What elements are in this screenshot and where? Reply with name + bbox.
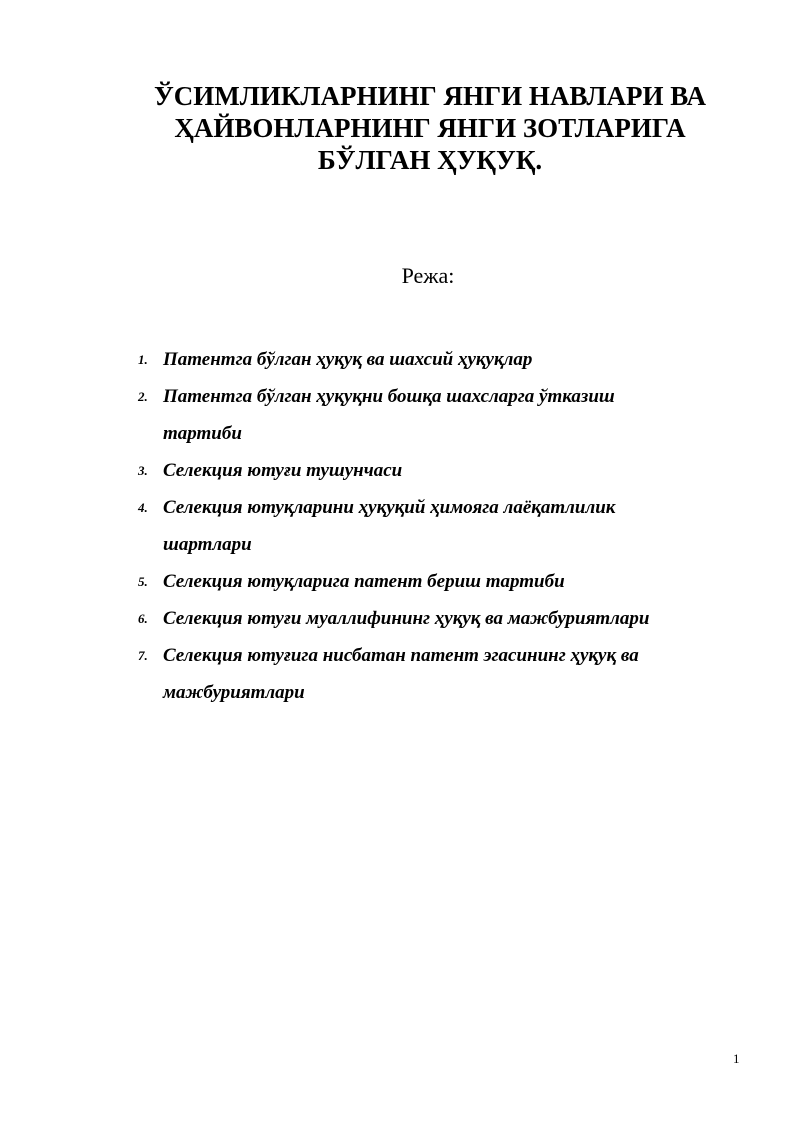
- plan-heading: Режа:: [401, 263, 455, 288]
- plan-item-2: [132, 378, 732, 452]
- plan-item-number: 2.: [138, 389, 148, 404]
- title-line: ЎСИМЛИКЛАРНИНГ ЯНГИ НАВЛАРИ ВА: [153, 81, 707, 111]
- plan-item-1: [132, 341, 732, 378]
- plan-item-text: Селекция ютуғига нисбатан патент эгасининг ҳуқуқ ва: [163, 645, 639, 666]
- plan-list: [132, 341, 732, 711]
- title-line: БЎЛГАН ҲУҚУҚ.: [317, 145, 543, 175]
- plan-item-number: 7.: [138, 648, 148, 663]
- plan-item-number: 5.: [138, 574, 148, 589]
- plan-item-text: мажбуриятлари: [163, 682, 305, 703]
- plan-item-3: [132, 452, 732, 489]
- plan-item-number: 3.: [138, 463, 148, 478]
- document-title: [100, 80, 760, 176]
- plan-item-number: 4.: [138, 500, 148, 515]
- plan-item-text: Селекция ютуқларига патент бериш тартиби: [163, 571, 565, 592]
- plan-item-6: [132, 600, 732, 637]
- page-number: 1: [733, 1051, 740, 1066]
- plan-item-text: шартлари: [163, 534, 252, 555]
- plan-item-text: Патентга бўлган ҳуқуқ ва шахсий ҳуқуқлар: [163, 349, 533, 370]
- plan-item-number: 6.: [138, 611, 148, 626]
- title-line: ҲАЙВОНЛАРНИНГ ЯНГИ ЗОТЛАРИГА: [174, 113, 686, 143]
- plan-item-4: [132, 489, 732, 563]
- plan-item-5: [132, 563, 732, 600]
- plan-item-text: Патентга бўлган ҳуқуқни бошқа шахсларга ўтказиш: [163, 386, 615, 407]
- plan-item-7: [132, 637, 732, 711]
- plan-item-text: Селекция ютуғи муаллифининг ҳуқуқ ва мажбуриятлари: [163, 608, 650, 629]
- plan-item-text: тартиби: [163, 423, 242, 444]
- plan-item-number: 1.: [138, 352, 148, 367]
- plan-item-text: Селекция ютуқларини ҳуқуқий ҳимояга лаёқатлилик: [163, 497, 616, 518]
- plan-item-text: Селекция ютуғи тушунчаси: [163, 460, 403, 481]
